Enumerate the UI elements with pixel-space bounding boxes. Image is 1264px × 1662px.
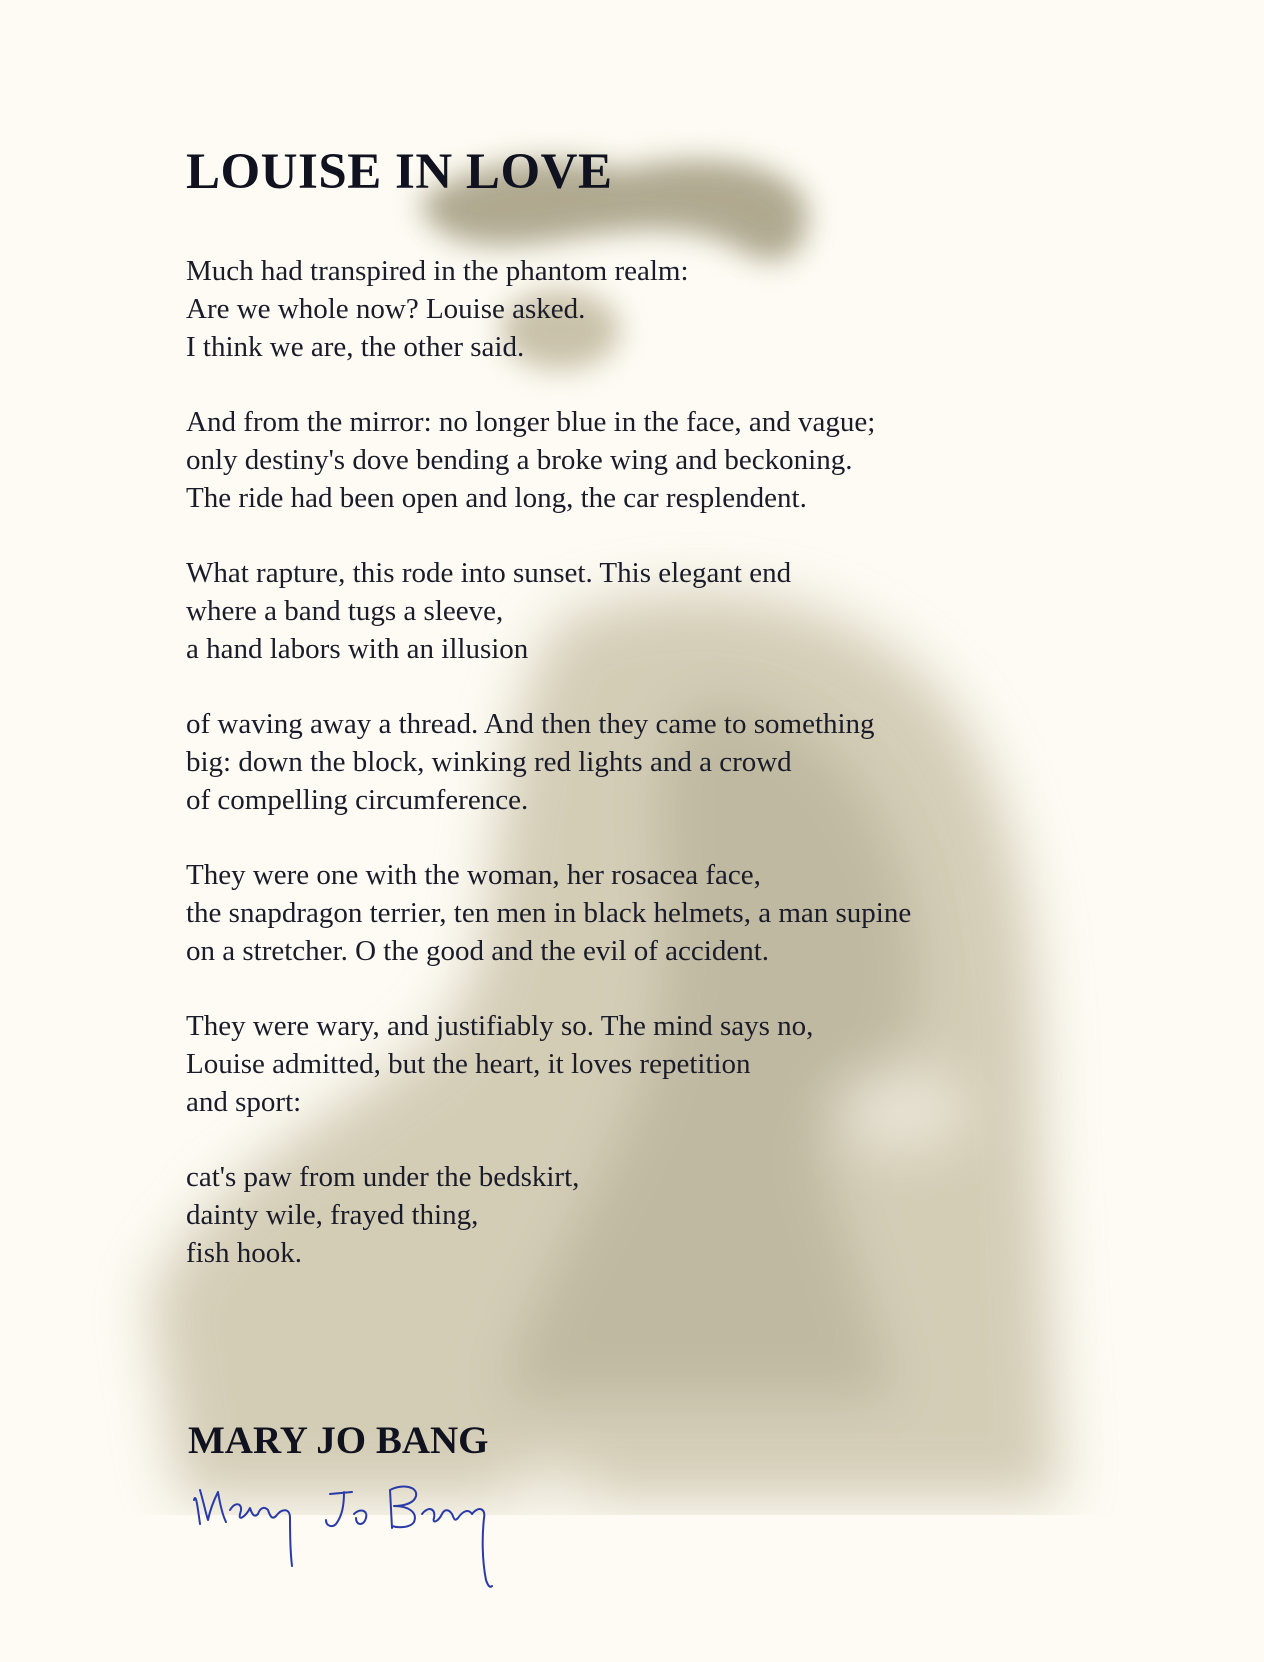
poem-line: dainty wile, frayed thing,: [186, 1199, 479, 1231]
stanza: [186, 1158, 1086, 1272]
poem-line: And from the mirror: no longer blue in the face, and vague;: [186, 406, 876, 438]
poem-line: only destiny's dove bending a broke wing and beckoning.: [186, 444, 853, 476]
poem-line: Louise admitted, but the heart, it loves repetition: [186, 1048, 751, 1080]
stanza: [186, 403, 1086, 517]
stanza: [186, 705, 1086, 819]
poem-line: a hand labors with an illusion: [186, 633, 529, 665]
poem-body: [186, 252, 1086, 1309]
poem-line: I think we are, the other said.: [186, 331, 525, 363]
author-name: MARY JO BANG: [188, 1419, 489, 1462]
poem-line: Are we whole now? Louise asked.: [186, 293, 586, 325]
poem-line: fish hook.: [186, 1237, 302, 1269]
poem-line: the snapdragon terrier, ten men in black helmets, a man supine: [186, 897, 912, 929]
poem-line: cat's paw from under the bedskirt,: [186, 1161, 580, 1193]
poem-line: on a stretcher. O the good and the evil of accident.: [186, 935, 770, 967]
stanza: [186, 1007, 1086, 1121]
poem-line: of waving away a thread. And then they came to something: [186, 708, 875, 740]
poem-line: The ride had been open and long, the car resplendent.: [186, 482, 807, 514]
poem-line: and sport:: [186, 1086, 302, 1118]
poem-line: What rapture, this rode into sunset. This elegant end: [186, 557, 792, 589]
stanza: [186, 554, 1086, 668]
poem-line: where a band tugs a sleeve,: [186, 595, 504, 627]
poem-line: of compelling circumference.: [186, 784, 529, 816]
poem-line: big: down the block, winking red lights and a crowd: [186, 746, 792, 778]
poem-title: LOUISE IN LOVE: [186, 144, 613, 200]
stanza: [186, 856, 1086, 970]
poem-line: Much had transpired in the phantom realm:: [186, 255, 689, 287]
stanza: [186, 252, 1086, 366]
poem-line: They were wary, and justifiably so. The mind says no,: [186, 1010, 814, 1042]
handwritten-signature: [190, 1470, 530, 1590]
poem-line: They were one with the woman, her rosacea face,: [186, 859, 761, 891]
